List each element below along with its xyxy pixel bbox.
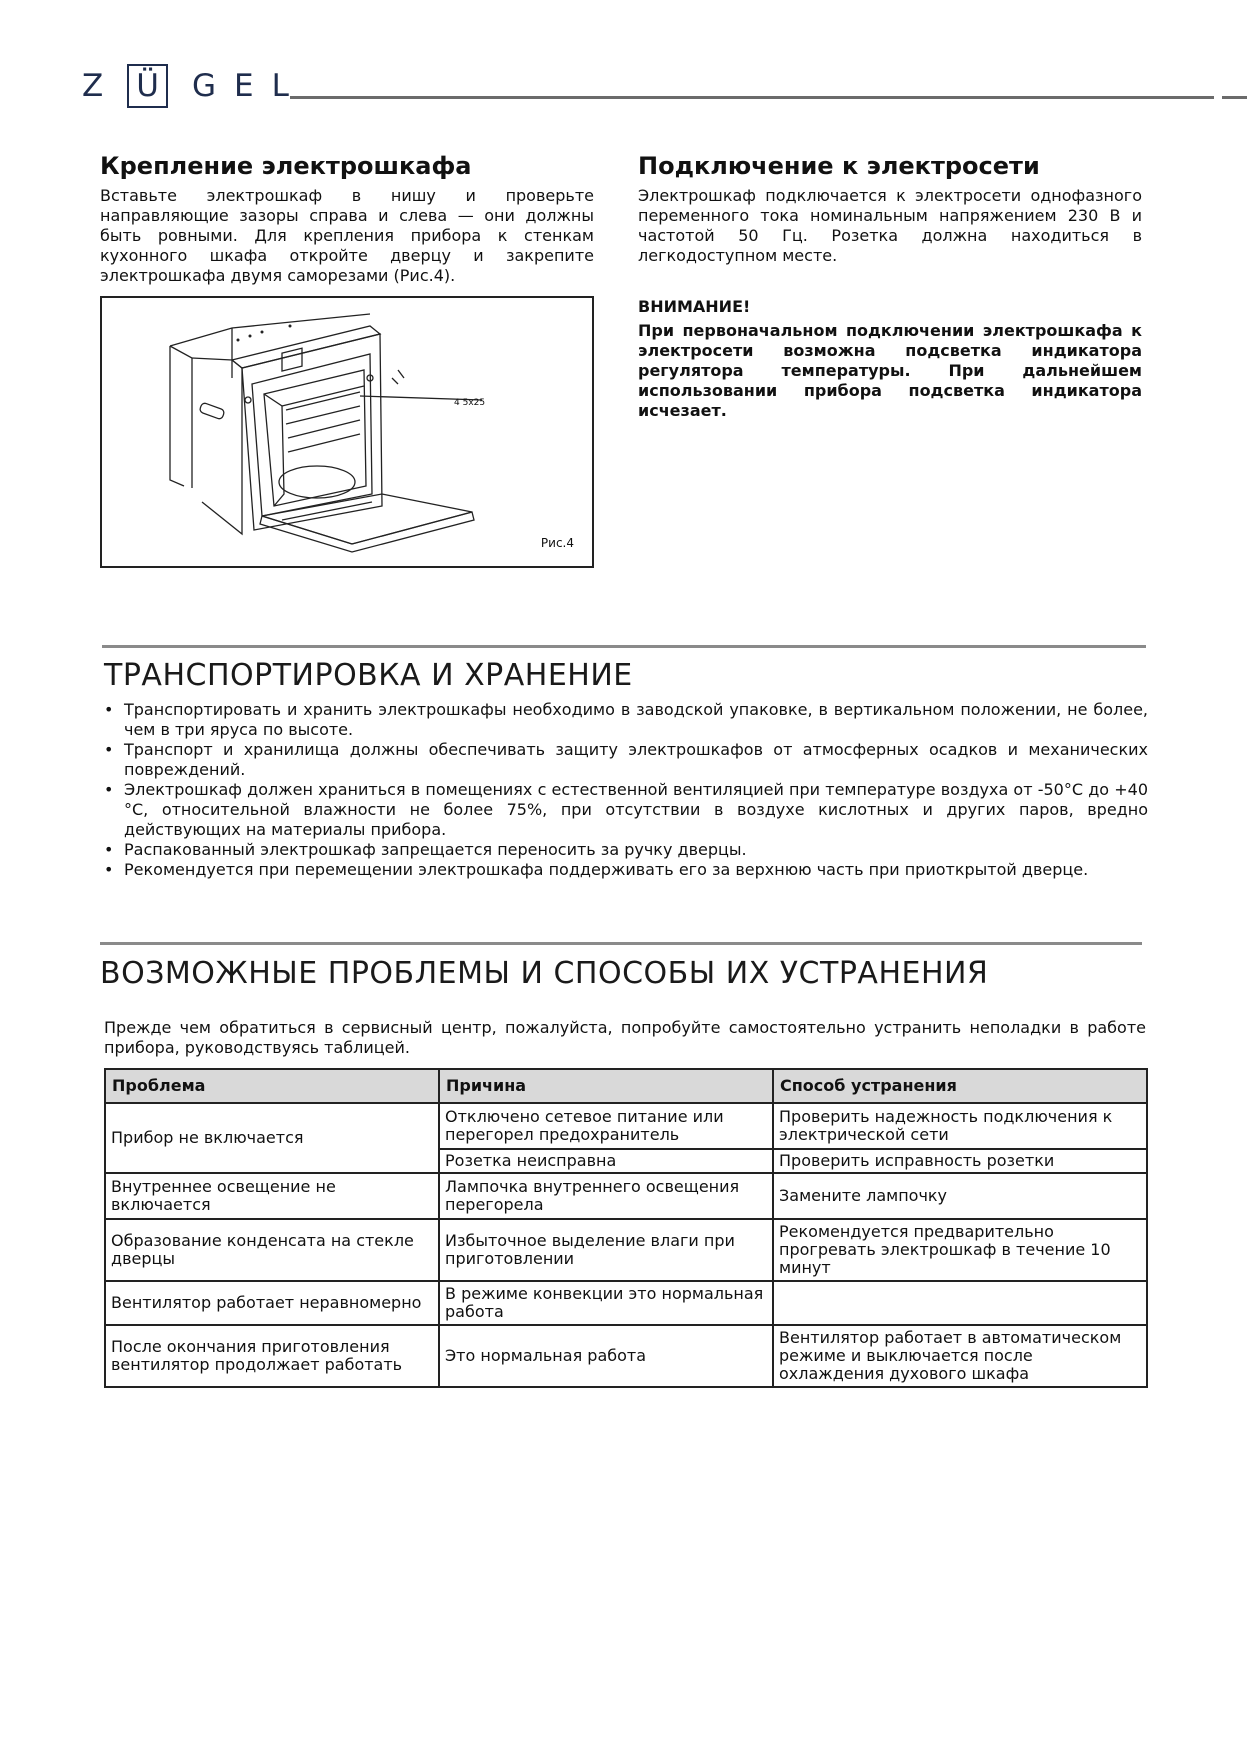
connection-text: Электрошкаф подключается к электросети однофазного переменного тока номинальным напряжением 230 В и частотой 50 Гц. Розетка должна находиться в легкодоступном месте. (638, 186, 1142, 265)
list-item: • Транспорт и хранилища должны обеспечивать защиту электрошкафов от атмосферных осадков и механических повреждений. (102, 740, 1148, 780)
mounting-title: Крепление электрошкафа (100, 152, 472, 180)
problem-cell: Образование конденсата на стекле дверцы (105, 1219, 439, 1281)
figure-caption: Рис.4 (540, 536, 574, 550)
problem-cell: Вентилятор работает неравномерно (105, 1281, 439, 1325)
list-item: • Транспортировать и хранить электрошкафы необходимо в заводской упаковке, в вертикальном положении, не более, чем в три яруса по высоте. (102, 700, 1148, 740)
transport-list (102, 700, 1148, 880)
connection-title: Подключение к электросети (638, 152, 1040, 180)
cause-cell: В режиме конвекции это нормальная работа (439, 1281, 773, 1325)
cause-cell: Это нормальная работа (439, 1325, 773, 1387)
troubleshooting-intro: Прежде чем обратиться в сервисный центр, пожалуйста, попробуйте самостоятельно устранить неполадки в работе прибора, руководствуясь таблицей. (104, 1018, 1146, 1057)
logo-letter: L (271, 68, 289, 104)
table-row (105, 1219, 1147, 1281)
oven-illustration (102, 298, 592, 566)
figure-oven-installation (100, 296, 594, 568)
solution-cell (773, 1281, 1147, 1325)
header-rule (290, 96, 1214, 99)
solution-cell: Замените лампочку (773, 1173, 1147, 1219)
list-item: • Распакованный электрошкаф запрещается переносить за ручку дверцы. (102, 840, 1148, 860)
column-header-solution: Способ устранения (773, 1069, 1147, 1103)
section-rule (100, 942, 1142, 945)
troubleshooting-title: ВОЗМОЖНЫЕ ПРОБЛЕМЫ И СПОСОБЫ ИХ УСТРАНЕНИЯ (100, 956, 989, 991)
warning-text: При первоначальном подключении электрошкафа к электросети возможна подсветка индикатора регулятора температуры. При дальнейшем использовании прибора подсветка индикатора исчезает. (638, 321, 1142, 420)
logo-letter-boxed: Ü (127, 64, 168, 108)
brand-logo (82, 66, 289, 106)
table-row (105, 1103, 1147, 1149)
table-header-row (105, 1069, 1147, 1103)
column-header-problem: Проблема (105, 1069, 439, 1103)
solution-cell: Рекомендуется предварительно прогревать электрошкаф в течение 10 минут (773, 1219, 1147, 1281)
column-header-cause: Причина (439, 1069, 773, 1103)
screw-size-label: 4 5x25 (454, 398, 486, 408)
problem-cell: Прибор не включается (105, 1103, 439, 1173)
cause-cell: Лампочка внутреннего освещения перегорела (439, 1173, 773, 1219)
table-row (105, 1281, 1147, 1325)
section-rule (102, 645, 1146, 648)
warning-title: ВНИМАНИЕ! (638, 297, 751, 316)
solution-cell: Проверить надежность подключения к электрической сети (773, 1103, 1147, 1149)
list-item: • Рекомендуется при перемещении электрошкафа поддерживать его за верхнюю часть при приоткрытой дверце. (102, 860, 1148, 880)
problem-cell: После окончания приготовления вентилятор продолжает работать (105, 1325, 439, 1387)
cause-cell: Избыточное выделение влаги при приготовлении (439, 1219, 773, 1281)
troubleshooting-table (104, 1068, 1148, 1388)
list-item: • Электрошкаф должен храниться в помещениях с естественной вентиляцией при температуре воздуха от -50°С до +40 °С, относительной влажности не более 75%, при отсутствии в воздухе кислотных и других паров, вредно действующих на материалы прибора. (102, 780, 1148, 840)
logo-letter: Z (82, 68, 104, 104)
solution-cell: Проверить исправность розетки (773, 1149, 1147, 1173)
table-row (105, 1325, 1147, 1387)
transport-title: ТРАНСПОРТИРОВКА И ХРАНЕНИЕ (104, 658, 633, 693)
logo-letter: G (191, 68, 216, 104)
mounting-text: Вставьте электрошкаф в нишу и проверьте направляющие зазоры справа и слева — они должны быть ровными. Для крепления прибора к стенкам кухонного шкафа откройте дверцу и закрепите электрошкафа двумя саморезами (Рис.4). (100, 186, 594, 285)
problem-cell: Внутреннее освещение не включается (105, 1173, 439, 1219)
table-row (105, 1173, 1147, 1219)
solution-cell: Вентилятор работает в автоматическом режиме и выключается после охлаждения духового шкафа (773, 1325, 1147, 1387)
header-rule-end (1222, 96, 1247, 99)
logo-letter: E (233, 68, 254, 104)
cause-cell: Розетка неисправна (439, 1149, 773, 1173)
cause-cell: Отключено сетевое питание или перегорел предохранитель (439, 1103, 773, 1149)
